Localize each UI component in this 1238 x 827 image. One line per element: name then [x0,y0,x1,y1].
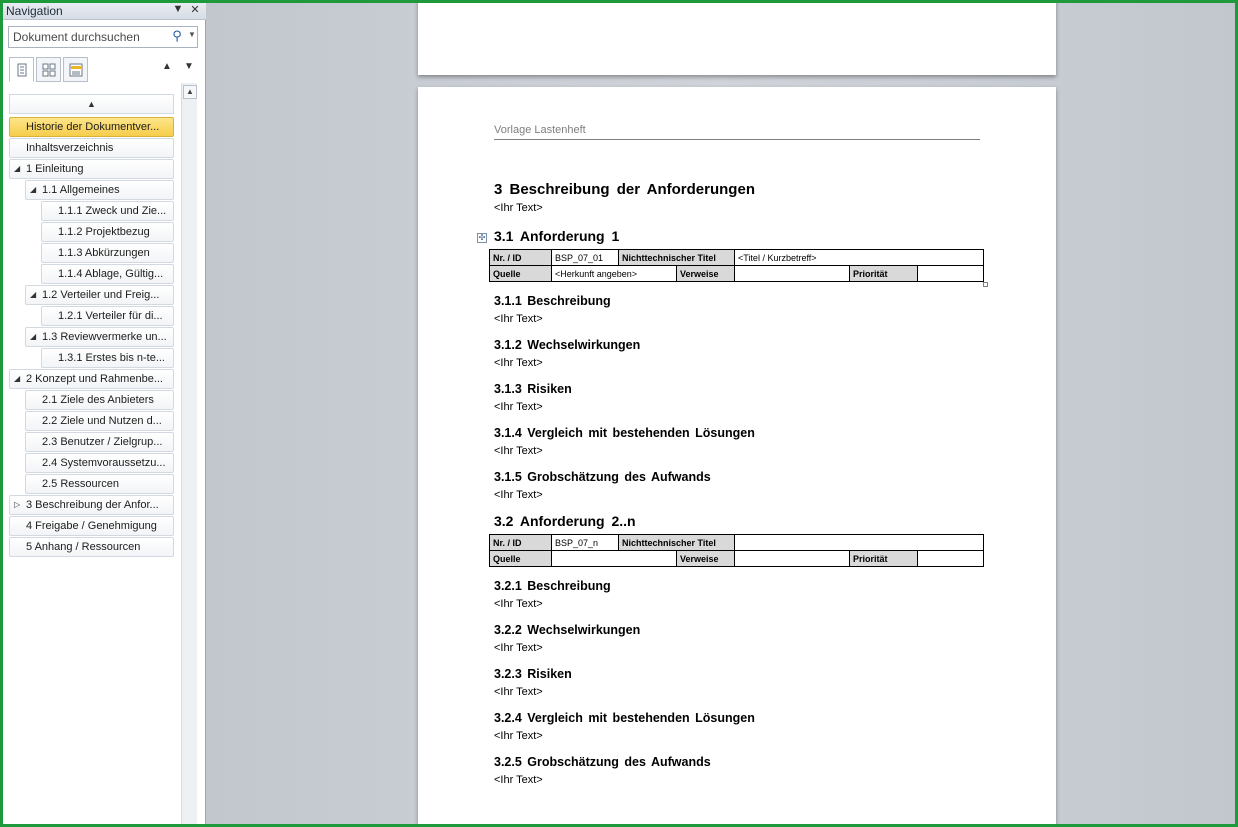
cell-label-refs: Verweise [677,266,735,282]
chapter-text: <Ihr Text> [494,202,543,214]
req2-table [489,534,984,567]
cell-title-value[interactable]: <Titel / Kurzbetreff> [735,250,984,266]
document-area[interactable] [206,3,1235,824]
expanded-triangle-icon[interactable]: ◢ [30,290,37,299]
cell-priority-value[interactable] [918,551,984,567]
running-header: Vorlage Lastenheft [494,124,980,140]
tab-search-results[interactable] [63,57,88,82]
nav-item-label: 1.1.4 Ablage, Gültig... [58,268,164,280]
section-heading: 3.2.2 Wechselwirkungen [494,623,641,637]
expanded-triangle-icon[interactable]: ◢ [14,374,21,383]
cell-label-source: Quelle [490,551,552,567]
chevron-down-icon[interactable]: ▼ [188,30,196,39]
search-results-icon [69,63,83,77]
page-thumbnails-icon [42,63,56,77]
req2-heading: 3.2 Anforderung 2..n [494,513,636,529]
nav-item-label: 5 Anhang / Ressourcen [26,541,141,553]
nav-item-label: 1.1.1 Zweck und Zie... [58,205,167,217]
section-heading: 3.1.1 Beschreibung [494,294,611,308]
section-heading: 3.1.2 Wechselwirkungen [494,338,641,352]
section-text: <Ihr Text> [494,313,543,325]
req1-heading: 3.1 Anforderung 1 [494,228,620,244]
req1-table [489,249,984,282]
search-input[interactable] [9,27,159,47]
expanded-triangle-icon[interactable]: ◢ [14,164,21,173]
nav-item-label: 2.2 Ziele und Nutzen d... [42,415,162,427]
headings-icon [17,63,27,77]
current-page[interactable] [418,87,1056,824]
navigation-header [3,3,206,20]
collapsed-triangle-icon[interactable]: ▷ [14,500,21,509]
collapse-all-button[interactable]: ▲ [9,94,174,114]
nav-item[interactable] [25,474,174,494]
section-text: <Ihr Text> [494,357,543,369]
nav-item-label: 1 Einleitung [26,163,84,175]
section-heading: 3.2.1 Beschreibung [494,579,611,593]
section-text: <Ihr Text> [494,730,543,742]
nav-item-label: Historie der Dokumentver... [26,121,160,133]
nav-item[interactable] [25,432,174,452]
nav-item[interactable] [41,264,174,284]
nav-item[interactable] [9,516,174,536]
cell-id-value[interactable]: BSP_07_01 [552,250,619,266]
section-text: <Ihr Text> [494,642,543,654]
nav-item[interactable] [25,411,174,431]
cell-label-title: Nichttechnischer Titel [619,535,735,551]
nav-item-label: 2.5 Ressourcen [42,478,120,490]
cell-label-priority: Priorität [850,266,918,282]
nav-item-label: 3 Beschreibung der Anfor... [26,499,159,511]
nav-item[interactable] [25,180,174,200]
nav-item-label: 1.1 Allgemeines [42,184,120,196]
expanded-triangle-icon[interactable]: ◢ [30,185,37,194]
search-icon[interactable]: ⚲ [172,28,182,43]
table-resize-handle[interactable] [983,282,988,287]
previous-page [418,3,1056,75]
nav-item-label: 2.4 Systemvoraussetzu... [42,457,166,469]
navigation-pane [3,3,206,824]
section-text: <Ihr Text> [494,774,543,786]
navigation-title: Navigation [6,4,63,18]
next-heading-icon[interactable]: ▼ [184,61,194,72]
nav-item[interactable] [9,117,174,137]
cell-label-id: Nr. / ID [490,535,552,551]
section-text: <Ihr Text> [494,401,543,413]
section-heading: 3.2.5 Grobschätzung des Aufwands [494,755,711,769]
nav-item-label: Inhaltsverzeichnis [26,142,114,154]
nav-item[interactable] [9,159,174,179]
nav-item[interactable] [41,348,174,368]
nav-item[interactable] [25,453,174,473]
table-move-icon[interactable]: ✣ [478,233,486,242]
nav-item[interactable] [9,369,174,389]
cell-refs-value[interactable] [735,266,850,282]
section-text: <Ihr Text> [494,598,543,610]
nav-item-label: 1.2 Verteiler und Freig... [42,289,160,301]
chapter-heading: 3 Beschreibung der Anforderungen [494,181,755,198]
cell-title-value[interactable] [735,535,984,551]
nav-item-label: 2.1 Ziele des Anbieters [42,394,154,406]
nav-item[interactable] [9,495,174,515]
nav-scrollbar[interactable] [181,83,197,824]
close-icon[interactable]: ✕ [190,4,200,16]
nav-item[interactable] [9,138,174,158]
cell-label-source: Quelle [490,266,552,282]
search-box [8,26,198,48]
nav-item[interactable] [25,285,174,305]
cell-label-refs: Verweise [677,551,735,567]
section-heading: 3.1.3 Risiken [494,382,572,396]
expanded-triangle-icon[interactable]: ◢ [30,332,37,341]
nav-item-label: 4 Freigabe / Genehmigung [26,520,157,532]
section-text: <Ihr Text> [494,445,543,457]
tab-pages[interactable] [36,57,61,82]
cell-source-value[interactable]: <Herkunft angeben> [552,266,677,282]
nav-item[interactable] [41,243,174,263]
nav-item-label: 2 Konzept und Rahmenbe... [26,373,163,385]
scroll-up-icon[interactable]: ▲ [183,85,197,99]
nav-item-label: 1.1.3 Abkürzungen [58,247,150,259]
app-window [3,3,1235,824]
nav-item[interactable] [25,390,174,410]
nav-item-label: 1.1.2 Projektbezug [58,226,150,238]
section-heading: 3.2.4 Vergleich mit bestehenden Lösungen [494,711,755,725]
nav-item[interactable] [9,537,174,557]
view-tabs [9,57,199,83]
cell-priority-value[interactable] [918,266,984,282]
nav-item[interactable] [25,327,174,347]
nav-item-label: 1.2.1 Verteiler für di... [58,310,163,322]
nav-item[interactable] [41,222,174,242]
nav-item[interactable] [41,306,174,326]
tab-headings[interactable] [9,57,34,82]
section-text: <Ihr Text> [494,686,543,698]
cell-label-title: Nichttechnischer Titel [619,250,735,266]
section-heading: 3.2.3 Risiken [494,667,572,681]
section-text: <Ihr Text> [494,489,543,501]
previous-heading-icon[interactable]: ▲ [162,61,172,72]
section-heading: 3.1.4 Vergleich mit bestehenden Lösungen [494,426,755,440]
pane-options-icon[interactable]: ▼ [172,3,184,15]
nav-item-label: 1.3 Reviewvermerke un... [42,331,167,343]
nav-item-label: 1.3.1 Erstes bis n-te... [58,352,165,364]
cell-refs-value[interactable] [735,551,850,567]
section-heading: 3.1.5 Grobschätzung des Aufwands [494,470,711,484]
cell-id-value[interactable]: BSP_07_n [552,535,619,551]
cell-label-id: Nr. / ID [490,250,552,266]
nav-item-label: 2.3 Benutzer / Zielgrup... [42,436,163,448]
cell-source-value[interactable] [552,551,677,567]
cell-label-priority: Priorität [850,551,918,567]
nav-item[interactable] [41,201,174,221]
